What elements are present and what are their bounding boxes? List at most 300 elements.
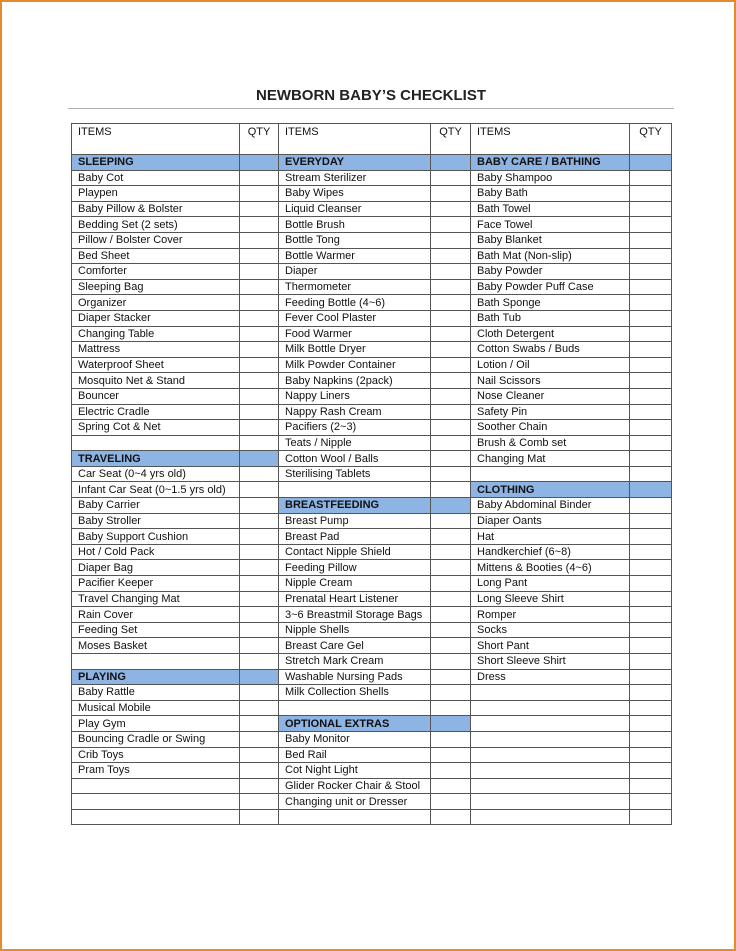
qty-cell[interactable] [240, 700, 279, 716]
qty-cell[interactable] [630, 622, 672, 638]
table-row [72, 404, 672, 420]
item-cell: Cot Night Light [279, 763, 431, 779]
qty-cell[interactable] [240, 373, 279, 389]
table-row [72, 731, 672, 747]
qty-cell[interactable] [431, 591, 471, 607]
qty-cell[interactable] [630, 155, 672, 171]
qty-cell[interactable] [431, 279, 471, 295]
qty-cell[interactable] [240, 529, 279, 545]
table-row [72, 638, 672, 654]
qty-cell[interactable] [240, 310, 279, 326]
qty-cell[interactable] [431, 310, 471, 326]
qty-cell[interactable] [240, 763, 279, 779]
item-cell: Fever Cool Plaster [279, 310, 431, 326]
qty-cell[interactable] [431, 232, 471, 248]
item-cell: Stream Sterilizer [279, 170, 431, 186]
header-qty: QTY [431, 124, 471, 155]
section-header: BABY CARE / BATHING [471, 155, 630, 171]
section-header: BREASTFEEDING [279, 498, 431, 514]
qty-cell[interactable] [240, 435, 279, 451]
table-row [72, 700, 672, 716]
qty-cell[interactable] [630, 747, 672, 763]
item-cell: Baby Pillow & Bolster [72, 201, 240, 217]
qty-cell[interactable] [240, 451, 279, 467]
table-row [72, 155, 672, 171]
qty-cell[interactable] [431, 155, 471, 171]
qty-cell[interactable] [630, 669, 672, 685]
qty-cell[interactable] [630, 591, 672, 607]
item-cell: Diaper Oants [471, 513, 630, 529]
item-cell: Musical Mobile [72, 700, 240, 716]
qty-cell[interactable] [630, 716, 672, 732]
item-cell: Feeding Set [72, 622, 240, 638]
item-cell: Contact Nipple Shield [279, 544, 431, 560]
item-cell: Changing Table [72, 326, 240, 342]
qty-cell[interactable] [431, 217, 471, 233]
qty-cell[interactable] [431, 669, 471, 685]
item-cell: Baby Cot [72, 170, 240, 186]
item-cell: Moses Basket [72, 638, 240, 654]
qty-cell[interactable] [431, 482, 471, 498]
item-cell: Long Sleeve Shirt [471, 591, 630, 607]
item-cell: Bed Rail [279, 747, 431, 763]
table-row [72, 326, 672, 342]
table-row [72, 809, 672, 824]
item-cell: Spring Cot & Net [72, 420, 240, 436]
qty-cell[interactable] [630, 295, 672, 311]
qty-cell[interactable] [630, 607, 672, 623]
table-row [72, 264, 672, 280]
qty-cell[interactable] [240, 404, 279, 420]
table-row [72, 747, 672, 763]
qty-cell[interactable] [431, 264, 471, 280]
qty-cell[interactable] [240, 420, 279, 436]
qty-cell[interactable] [240, 591, 279, 607]
item-cell: Breast Pump [279, 513, 431, 529]
qty-cell[interactable] [431, 809, 471, 824]
item-cell: Safety Pin [471, 404, 630, 420]
qty-cell[interactable] [630, 248, 672, 264]
header-items: ITEMS [279, 124, 431, 155]
qty-cell[interactable] [240, 544, 279, 560]
qty-cell[interactable] [630, 279, 672, 295]
qty-cell[interactable] [240, 809, 279, 824]
item-cell: Pacifier Keeper [72, 576, 240, 592]
empty-item-cell [471, 794, 630, 810]
qty-cell[interactable] [240, 248, 279, 264]
table-row [72, 420, 672, 436]
qty-cell[interactable] [630, 435, 672, 451]
item-cell: Mittens & Booties (4~6) [471, 560, 630, 576]
qty-cell[interactable] [240, 482, 279, 498]
title-divider [68, 108, 674, 109]
item-cell: Diaper [279, 264, 431, 280]
empty-item-cell [279, 809, 431, 824]
item-cell: Infant Car Seat (0~1.5 yrs old) [72, 482, 240, 498]
table-row [72, 607, 672, 623]
item-cell: Milk Collection Shells [279, 685, 431, 701]
qty-cell[interactable] [630, 217, 672, 233]
item-cell: Breast Care Gel [279, 638, 431, 654]
qty-cell[interactable] [240, 186, 279, 202]
item-cell: Bath Sponge [471, 295, 630, 311]
table-row [72, 388, 672, 404]
table-row [72, 622, 672, 638]
page-title: NEWBORN BABY’S CHECKLIST [255, 87, 486, 104]
qty-cell[interactable] [431, 794, 471, 810]
qty-cell[interactable] [630, 466, 672, 482]
qty-cell[interactable] [630, 232, 672, 248]
item-cell: Bouncer [72, 388, 240, 404]
qty-cell[interactable] [431, 201, 471, 217]
qty-cell[interactable] [630, 731, 672, 747]
qty-cell[interactable] [431, 544, 471, 560]
table-row [72, 170, 672, 186]
item-cell: Pacifiers (2~3) [279, 420, 431, 436]
qty-cell[interactable] [630, 763, 672, 779]
qty-cell[interactable] [630, 576, 672, 592]
qty-cell[interactable] [630, 342, 672, 358]
header-items: ITEMS [471, 124, 630, 155]
qty-cell[interactable] [431, 763, 471, 779]
item-cell: Bath Tub [471, 310, 630, 326]
table-row [72, 513, 672, 529]
qty-cell[interactable] [240, 388, 279, 404]
empty-item-cell [471, 716, 630, 732]
table-row [72, 217, 672, 233]
qty-cell[interactable] [431, 357, 471, 373]
section-header: EVERYDAY [279, 155, 431, 171]
qty-cell[interactable] [630, 778, 672, 794]
item-cell: Glider Rocker Chair & Stool [279, 778, 431, 794]
header-qty: QTY [630, 124, 672, 155]
qty-cell[interactable] [431, 622, 471, 638]
table-row [72, 357, 672, 373]
qty-cell[interactable] [240, 466, 279, 482]
item-cell: Bottle Warmer [279, 248, 431, 264]
qty-cell[interactable] [240, 778, 279, 794]
section-header: CLOTHING [471, 482, 630, 498]
qty-cell[interactable] [630, 420, 672, 436]
qty-cell[interactable] [431, 685, 471, 701]
qty-cell[interactable] [240, 326, 279, 342]
empty-item-cell [72, 435, 240, 451]
item-cell: Bath Mat (Non-slip) [471, 248, 630, 264]
table-row [72, 310, 672, 326]
qty-cell[interactable] [431, 326, 471, 342]
item-cell: Sterilising Tablets [279, 466, 431, 482]
qty-cell[interactable] [431, 420, 471, 436]
qty-cell[interactable] [240, 513, 279, 529]
table-row [72, 373, 672, 389]
qty-cell[interactable] [240, 342, 279, 358]
qty-cell[interactable] [240, 622, 279, 638]
item-cell: Face Towel [471, 217, 630, 233]
item-cell: Lotion / Oil [471, 357, 630, 373]
item-cell: Nappy Liners [279, 388, 431, 404]
qty-cell[interactable] [240, 794, 279, 810]
section-header: PLAYING [72, 669, 240, 685]
empty-item-cell [72, 809, 240, 824]
item-cell: Bottle Brush [279, 217, 431, 233]
item-cell: Waterproof Sheet [72, 357, 240, 373]
item-cell: Hat [471, 529, 630, 545]
empty-item-cell [471, 685, 630, 701]
qty-cell[interactable] [630, 264, 672, 280]
table-row [72, 451, 672, 467]
qty-cell[interactable] [431, 435, 471, 451]
qty-cell[interactable] [630, 170, 672, 186]
qty-cell[interactable] [431, 638, 471, 654]
table-row [72, 560, 672, 576]
qty-cell[interactable] [431, 466, 471, 482]
qty-cell[interactable] [630, 794, 672, 810]
item-cell: Nose Cleaner [471, 388, 630, 404]
table-row [72, 685, 672, 701]
item-cell: Teats / Nipple [279, 435, 431, 451]
table-row [72, 342, 672, 358]
checklist-table [71, 123, 672, 825]
item-cell: Baby Carrier [72, 498, 240, 514]
item-cell: Nappy Rash Cream [279, 404, 431, 420]
item-cell: Washable Nursing Pads [279, 669, 431, 685]
qty-cell[interactable] [240, 357, 279, 373]
qty-cell[interactable] [431, 716, 471, 732]
qty-cell[interactable] [431, 498, 471, 514]
qty-cell[interactable] [240, 217, 279, 233]
empty-item-cell [72, 778, 240, 794]
item-cell: Changing Mat [471, 451, 630, 467]
item-cell: Baby Wipes [279, 186, 431, 202]
item-cell: Cloth Detergent [471, 326, 630, 342]
qty-cell[interactable] [630, 186, 672, 202]
qty-cell[interactable] [431, 560, 471, 576]
qty-cell[interactable] [630, 373, 672, 389]
item-cell: Stretch Mark Cream [279, 654, 431, 670]
item-cell: Changing unit or Dresser [279, 794, 431, 810]
table-row [72, 529, 672, 545]
qty-cell[interactable] [240, 295, 279, 311]
qty-cell[interactable] [431, 248, 471, 264]
header-qty: QTY [240, 124, 279, 155]
qty-cell[interactable] [431, 451, 471, 467]
item-cell: Baby Bath [471, 186, 630, 202]
item-cell: Bottle Tong [279, 232, 431, 248]
qty-cell[interactable] [431, 700, 471, 716]
item-cell: Diaper Stacker [72, 310, 240, 326]
qty-cell[interactable] [240, 669, 279, 685]
qty-cell[interactable] [431, 404, 471, 420]
qty-cell[interactable] [630, 700, 672, 716]
item-cell: Socks [471, 622, 630, 638]
item-cell: Electric Cradle [72, 404, 240, 420]
qty-cell[interactable] [431, 731, 471, 747]
item-cell: Baby Powder [471, 264, 630, 280]
item-cell: Long Pant [471, 576, 630, 592]
qty-cell[interactable] [431, 388, 471, 404]
table-row [72, 248, 672, 264]
qty-cell[interactable] [431, 373, 471, 389]
section-header: TRAVELING [72, 451, 240, 467]
empty-item-cell [471, 466, 630, 482]
qty-cell[interactable] [630, 310, 672, 326]
item-cell: Cotton Swabs / Buds [471, 342, 630, 358]
header-row [72, 124, 672, 155]
qty-cell[interactable] [630, 498, 672, 514]
qty-cell[interactable] [630, 326, 672, 342]
item-cell: Milk Powder Container [279, 357, 431, 373]
qty-cell[interactable] [431, 170, 471, 186]
table-row [72, 466, 672, 482]
table-row [72, 763, 672, 779]
empty-item-cell [471, 731, 630, 747]
table-row [72, 576, 672, 592]
qty-cell[interactable] [630, 560, 672, 576]
item-cell: Diaper Bag [72, 560, 240, 576]
qty-cell[interactable] [240, 498, 279, 514]
item-cell: Car Seat (0~4 yrs old) [72, 466, 240, 482]
table-row [72, 716, 672, 732]
item-cell: Bed Sheet [72, 248, 240, 264]
empty-item-cell [72, 654, 240, 670]
item-cell: Short Pant [471, 638, 630, 654]
item-cell: Bath Towel [471, 201, 630, 217]
qty-cell[interactable] [630, 809, 672, 824]
qty-cell[interactable] [431, 747, 471, 763]
table-row [72, 778, 672, 794]
item-cell: Romper [471, 607, 630, 623]
qty-cell[interactable] [431, 186, 471, 202]
qty-cell[interactable] [630, 685, 672, 701]
table-row [72, 295, 672, 311]
qty-cell[interactable] [240, 731, 279, 747]
item-cell: Nail Scissors [471, 373, 630, 389]
qty-cell[interactable] [431, 654, 471, 670]
item-cell: Baby Blanket [471, 232, 630, 248]
qty-cell[interactable] [630, 388, 672, 404]
item-cell: Food Warmer [279, 326, 431, 342]
table-row [72, 435, 672, 451]
item-cell: Bedding Set (2 sets) [72, 217, 240, 233]
qty-cell[interactable] [630, 654, 672, 670]
item-cell: Comforter [72, 264, 240, 280]
qty-cell[interactable] [240, 560, 279, 576]
item-cell: Travel Changing Mat [72, 591, 240, 607]
qty-cell[interactable] [431, 342, 471, 358]
item-cell: Baby Rattle [72, 685, 240, 701]
item-cell: Play Gym [72, 716, 240, 732]
item-cell: Baby Shampoo [471, 170, 630, 186]
item-cell: Short Sleeve Shirt [471, 654, 630, 670]
table-row [72, 669, 672, 685]
qty-cell[interactable] [630, 404, 672, 420]
empty-item-cell [279, 482, 431, 498]
qty-cell[interactable] [240, 685, 279, 701]
qty-cell[interactable] [240, 607, 279, 623]
qty-cell[interactable] [431, 295, 471, 311]
item-cell: Hot / Cold Pack [72, 544, 240, 560]
qty-cell[interactable] [431, 529, 471, 545]
qty-cell[interactable] [630, 529, 672, 545]
qty-cell[interactable] [431, 576, 471, 592]
item-cell: Thermometer [279, 279, 431, 295]
item-cell: Nipple Cream [279, 576, 431, 592]
qty-cell[interactable] [431, 778, 471, 794]
qty-cell[interactable] [630, 482, 672, 498]
item-cell: 3~6 Breastmil Storage Bags [279, 607, 431, 623]
table-row [72, 794, 672, 810]
qty-cell[interactable] [240, 264, 279, 280]
table-row [72, 591, 672, 607]
item-cell: Feeding Bottle (4~6) [279, 295, 431, 311]
qty-cell[interactable] [431, 607, 471, 623]
item-cell: Soother Chain [471, 420, 630, 436]
qty-cell[interactable] [240, 747, 279, 763]
qty-cell[interactable] [240, 201, 279, 217]
item-cell: Liquid Cleanser [279, 201, 431, 217]
header-items: ITEMS [72, 124, 240, 155]
item-cell: Mosquito Net & Stand [72, 373, 240, 389]
qty-cell[interactable] [240, 155, 279, 171]
table-row [72, 186, 672, 202]
qty-cell[interactable] [630, 451, 672, 467]
item-cell: Baby Napkins (2pack) [279, 373, 431, 389]
qty-cell[interactable] [630, 544, 672, 560]
qty-cell[interactable] [240, 576, 279, 592]
empty-item-cell [471, 700, 630, 716]
table-row [72, 498, 672, 514]
item-cell: Pillow / Bolster Cover [72, 232, 240, 248]
item-cell: Nipple Shells [279, 622, 431, 638]
item-cell: Bouncing Cradle or Swing [72, 731, 240, 747]
section-header: OPTIONAL EXTRAS [279, 716, 431, 732]
qty-cell[interactable] [240, 279, 279, 295]
item-cell: Baby Monitor [279, 731, 431, 747]
item-cell: Organizer [72, 295, 240, 311]
qty-cell[interactable] [630, 638, 672, 654]
item-cell: Sleeping Bag [72, 279, 240, 295]
item-cell: Handkerchief (6~8) [471, 544, 630, 560]
empty-item-cell [471, 747, 630, 763]
item-cell: Milk Bottle Dryer [279, 342, 431, 358]
table-row [72, 279, 672, 295]
item-cell: Feeding Pillow [279, 560, 431, 576]
item-cell: Mattress [72, 342, 240, 358]
qty-cell[interactable] [240, 716, 279, 732]
item-cell: Brush & Comb set [471, 435, 630, 451]
item-cell: Baby Support Cushion [72, 529, 240, 545]
qty-cell[interactable] [431, 513, 471, 529]
qty-cell[interactable] [240, 654, 279, 670]
qty-cell[interactable] [240, 170, 279, 186]
qty-cell[interactable] [240, 232, 279, 248]
table-row [72, 654, 672, 670]
table-row [72, 482, 672, 498]
qty-cell[interactable] [630, 357, 672, 373]
empty-item-cell [279, 700, 431, 716]
item-cell: Rain Cover [72, 607, 240, 623]
qty-cell[interactable] [630, 201, 672, 217]
table-row [72, 232, 672, 248]
qty-cell[interactable] [240, 638, 279, 654]
item-cell: Cotton Wool / Balls [279, 451, 431, 467]
item-cell: Crib Toys [72, 747, 240, 763]
item-cell: Breast Pad [279, 529, 431, 545]
item-cell: Pram Toys [72, 763, 240, 779]
qty-cell[interactable] [630, 513, 672, 529]
empty-item-cell [471, 778, 630, 794]
item-cell: Baby Stroller [72, 513, 240, 529]
